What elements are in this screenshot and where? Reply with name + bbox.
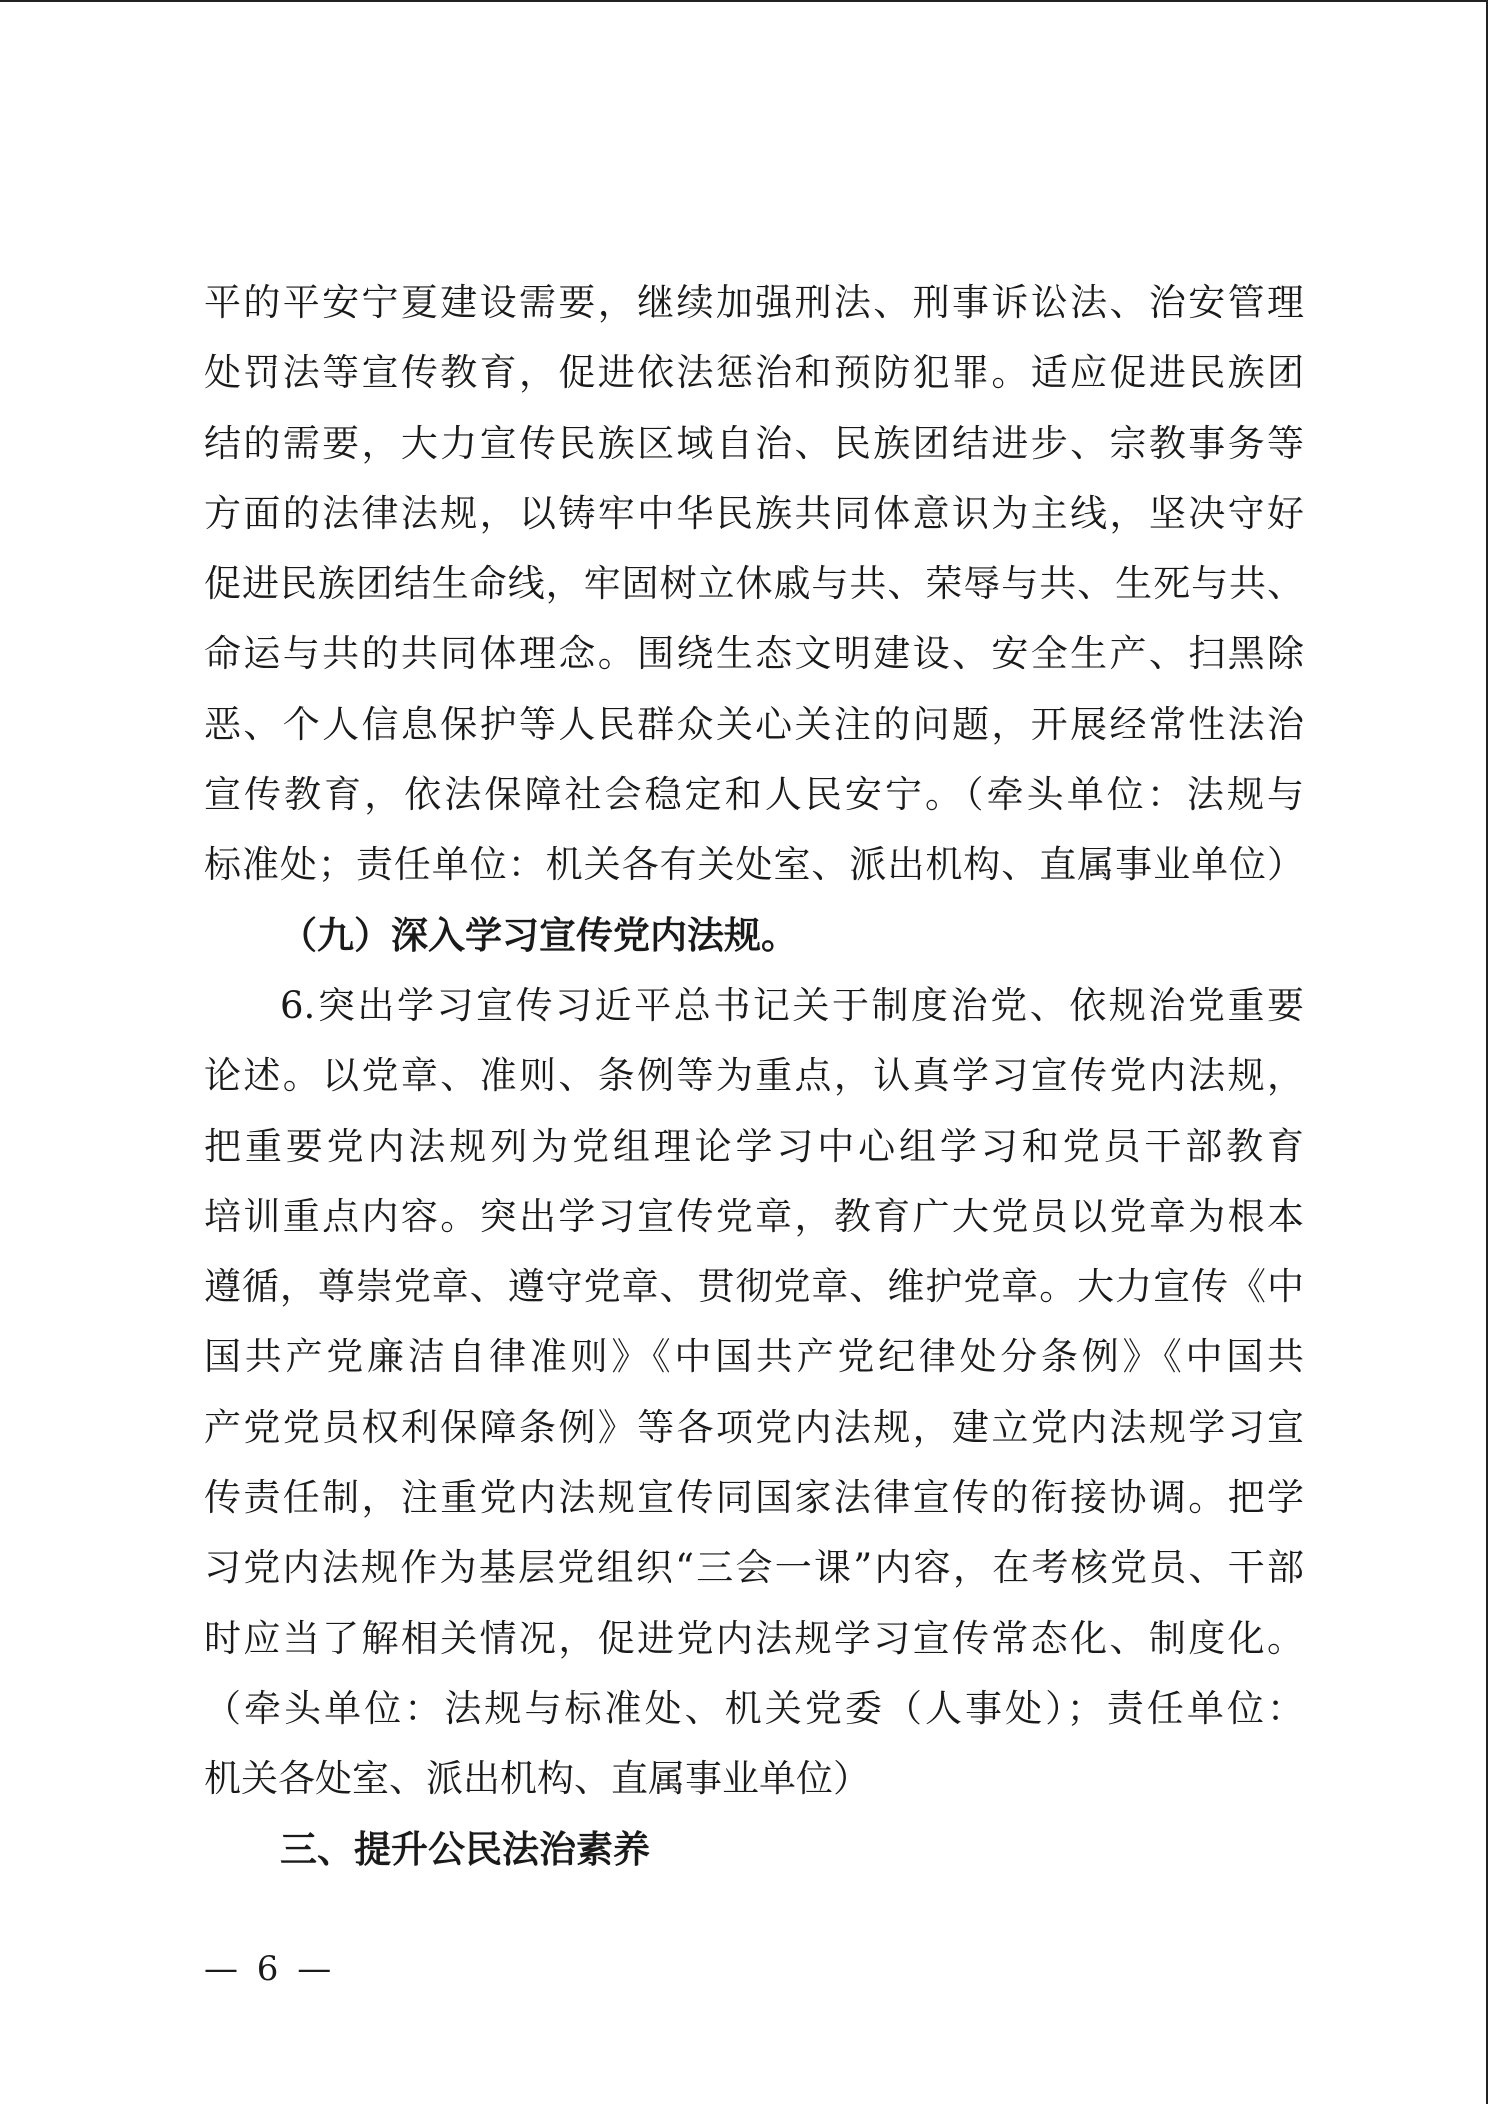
section-heading-3: 三、提升公民法治素养: [280, 1827, 650, 1871]
text-line: 方面的法律法规，以铸牢中华民族共同体意识为主线，坚决守好: [204, 491, 1304, 535]
text-line: 机关各处室、派出机构、直属事业单位）: [204, 1757, 870, 1801]
text-line: 国共产党廉洁自律准则》《中国共产党纪律处分条例》《中国共: [204, 1335, 1304, 1379]
page-number: — 6 —: [204, 1949, 336, 1989]
text-line: 宣传教育，依法保障社会稳定和人民安宁。（牵头单位：法规与: [204, 773, 1304, 817]
paragraph-2: [204, 971, 1304, 1815]
document-body: [204, 268, 1304, 1885]
text-line: 时应当了解相关情况，促进党内法规学习宣传常态化、制度化。: [204, 1616, 1304, 1660]
text-line: 把重要党内法规列为党组理论学习中心组学习和党员干部教育: [204, 1124, 1304, 1168]
text-line: 恶、个人信息保护等人民群众关心关注的问题，开展经常性法治: [204, 702, 1304, 746]
text-line: 培训重点内容。突出学习宣传党章，教育广大党员以党章为根本: [204, 1194, 1304, 1238]
text-line: 标准处；责任单位：机关各有关处室、派出机构、直属事业单位）: [204, 843, 1304, 887]
text-line: 遵循，尊崇党章、遵守党章、贯彻党章、维护党章。大力宣传《中: [204, 1265, 1304, 1309]
section-heading-9: （九）深入学习宣传党内法规。: [280, 913, 798, 957]
text-line: （牵头单位：法规与标准处、机关党委（人事处）；责任单位：: [204, 1686, 1304, 1730]
page-top-border: [0, 0, 1488, 2]
text-line: 产党党员权利保障条例》等各项党内法规，建立党内法规学习宣: [204, 1405, 1304, 1449]
text-line: 传责任制，注重党内法规宣传同国家法律宣传的衔接协调。把学: [204, 1476, 1304, 1520]
text-line: 命运与共的共同体理念。围绕生态文明建设、安全生产、扫黑除: [204, 632, 1304, 676]
text-line: 习党内法规作为基层党组织“三会一课”内容，在考核党员、干部: [204, 1546, 1304, 1590]
text-line: 促进民族团结生命线，牢固树立休戚与共、荣辱与共、生死与共、: [204, 562, 1304, 606]
text-line: 结的需要，大力宣传民族区域自治、民族团结进步、宗教事务等: [204, 421, 1304, 465]
paragraph-1: [204, 268, 1304, 901]
text-line: 平的平安宁夏建设需要，继续加强刑法、刑事诉讼法、治安管理: [204, 281, 1304, 324]
text-line: 论述。以党章、准则、条例等为重点，认真学习宣传党内法规，: [204, 1054, 1304, 1098]
text-line: 6.突出学习宣传习近平总书记关于制度治党、依规治党重要: [280, 983, 1304, 1027]
text-line: 处罚法等宣传教育，促进依法惩治和预防犯罪。适应促进民族团: [204, 351, 1304, 395]
